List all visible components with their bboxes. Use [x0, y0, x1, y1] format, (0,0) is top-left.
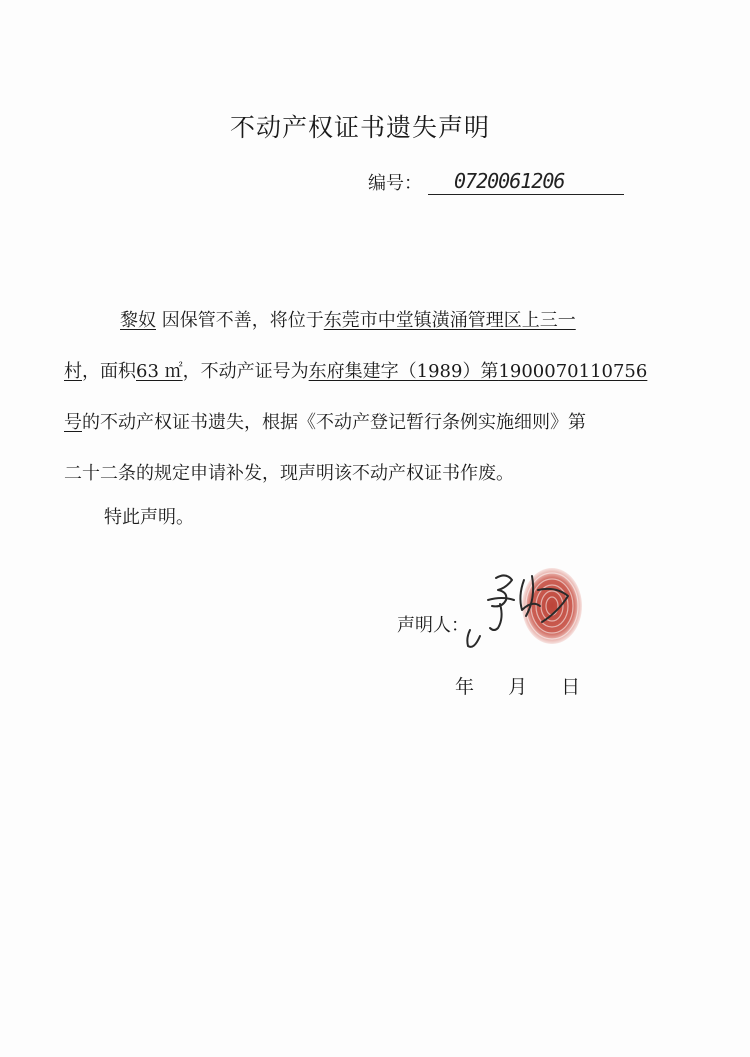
- paragraph-line-2: [64, 346, 654, 397]
- certificate-suffix: 号: [64, 412, 82, 433]
- serial-label: 编号：: [368, 173, 422, 194]
- paragraph-line-3: [64, 397, 654, 448]
- property-address: 东莞市中堂镇潢涌管理区上三一: [323, 310, 576, 331]
- property-area: 63 ㎡: [136, 361, 183, 382]
- property-address-cont: 村: [64, 361, 82, 382]
- text-segment: 因保管不善，将位于: [161, 310, 324, 331]
- closing-line: 特此声明。: [104, 507, 194, 528]
- declarant-name: 黎奴: [120, 310, 156, 331]
- signature-fingerprint-mark: [440, 560, 590, 660]
- date-month: 月: [508, 676, 528, 698]
- date-row: [455, 672, 608, 699]
- text-segment: ，面积: [82, 361, 136, 382]
- paragraph-line-4: [64, 448, 654, 499]
- text-segment: 的不动产权证书遗失，根据《不动产登记暂行条例实施细则》第: [82, 412, 586, 433]
- paragraph-line-1: [64, 295, 654, 346]
- text-segment: ，不动产证号为: [182, 361, 309, 382]
- serial-row: [368, 168, 624, 195]
- date-year: 年: [455, 676, 475, 698]
- statement-paragraph: [64, 295, 654, 499]
- declarant-label: 声明人：: [397, 615, 469, 636]
- serial-value: 0720061206: [428, 168, 624, 195]
- text-segment: 二十二条的规定申请补发，现声明该不动产权证书作废。: [64, 463, 514, 484]
- certificate-prefix: 东府集建字（1989）第: [308, 361, 499, 382]
- document-title: 不动产权证书遗失声明: [229, 113, 490, 142]
- certificate-number: 1900070110756: [498, 361, 648, 382]
- date-day: 日: [561, 676, 581, 698]
